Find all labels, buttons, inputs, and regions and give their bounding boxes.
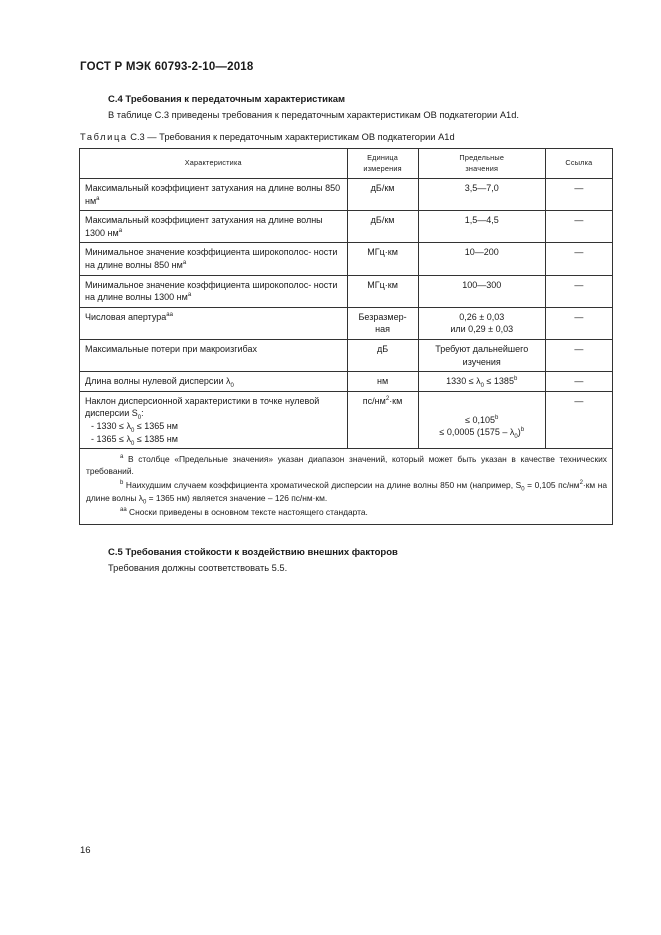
- section-c4-heading: С.4 Требования к передаточным характеристикам: [108, 94, 346, 105]
- row-characteristic: Максимальный коэффициент затухания на длине волны 850 $нм^а$: [80, 179, 348, 211]
- table-row: [80, 179, 613, 211]
- header-values: Предельные значения: [418, 149, 545, 179]
- table-row: [80, 372, 613, 392]
- table-row: [80, 211, 613, 243]
- row-unit: $пс/нм^2\cdot км$: [347, 391, 418, 448]
- row-unit: дБ/км: [347, 179, 418, 211]
- header-reference: Ссылка: [545, 149, 612, 179]
- row-reference: —: [545, 372, 612, 392]
- row-characteristic: Максимальные потери при макроизгибах: [80, 339, 348, 371]
- table-row: [80, 339, 613, 371]
- table-caption-label: Таблица: [80, 132, 128, 142]
- row-value: $1330 \le \lambda_0 \le 1385^b$: [418, 372, 545, 392]
- row-characteristic: Длина волны нулевой дисперсии $\lambda_0$: [80, 372, 348, 392]
- row-value: 100—300: [418, 275, 545, 307]
- table-row: [80, 391, 613, 448]
- row-characteristic: Максимальный коэффициент затухания на длине волны 1300 $нм^а$: [80, 211, 348, 243]
- footnote-aa: $^{аа}$ Сноски приведены в основном тексте настоящего стандарта.: [120, 506, 368, 517]
- table-header-row: [80, 149, 613, 179]
- table-row: [80, 307, 613, 339]
- row-value: 3,5—7,0: [418, 179, 545, 211]
- header-characteristic: Характеристика: [80, 149, 348, 179]
- row-unit: МГц·км: [347, 243, 418, 275]
- row-unit: нм: [347, 372, 418, 392]
- requirements-table: [79, 148, 613, 525]
- header-unit: Единица измерения: [347, 149, 418, 179]
- section-c5-heading: С.5 Требования стойкости к воздействию внешних факторов: [108, 547, 398, 558]
- slope-range-2: - $1365 \le \lambda_0 \le 1385$ нм: [91, 433, 178, 447]
- row-characteristic: Числовая апертура$^{аа}$: [80, 307, 348, 339]
- section-c4-paragraph: В таблице С.3 приведены требования к передаточным характеристикам ОВ подкатегории А1d.: [108, 110, 519, 120]
- row-reference: —: [545, 275, 612, 307]
- row-value: ≤ 0,105$^b$ ≤ 0,0005 $(1575 - \lambda_0)^b$: [418, 391, 545, 448]
- row-reference: —: [545, 339, 612, 371]
- slope-range-1: - $1330 \le \lambda_0 \le 1365$ нм: [91, 420, 178, 434]
- row-value: Требуют дальнейшего изучения: [418, 339, 545, 371]
- row-characteristic: Минимальное значение коэффициента широкополос- ности на длине волны 1300 $нм^а$: [80, 275, 348, 307]
- row-characteristic: Наклон дисперсионной характеристики в точке нулевой дисперсии $S_0$: - $1330 \le \lambda_0 \le 1365$ нм - $1365 \le \lambda_0 \le 1385$ нм: [80, 391, 348, 448]
- table-caption-text: С.3 — Требования к передаточным характеристикам ОВ подкатегории А1d: [130, 132, 455, 142]
- row-characteristic: Минимальное значение коэффициента широкополос- ности на длине волны 850 $нм^а$: [80, 243, 348, 275]
- table-notes: [80, 449, 613, 525]
- table-row: [80, 275, 613, 307]
- row-reference: —: [545, 211, 612, 243]
- row-reference: —: [545, 307, 612, 339]
- footnote-a: $^а$ В столбце «Предельные значения» указан диапазон значений, который может быть указан в качестве технических требований.: [86, 454, 607, 477]
- row-unit: МГц·км: [347, 275, 418, 307]
- row-unit: дБ: [347, 339, 418, 371]
- row-unit: Безразмер- ная: [347, 307, 418, 339]
- document-code: ГОСТ Р МЭК 60793-2-10—2018: [80, 61, 254, 73]
- page-number: 16: [80, 845, 91, 856]
- table-row: [80, 243, 613, 275]
- table-caption: [80, 132, 455, 142]
- row-value: 10—200: [418, 243, 545, 275]
- table-notes-row: [80, 449, 613, 525]
- row-reference: —: [545, 179, 612, 211]
- row-unit: дБ/км: [347, 211, 418, 243]
- row-value: 0,26 ± 0,03 или 0,29 ± 0,03: [418, 307, 545, 339]
- row-value: 1,5—4,5: [418, 211, 545, 243]
- footnote-b: $^b$ Наихудшим случаем коэффициента хроматической дисперсии на длине волны 850 нм (например, $S_0 = 0,105$ $пс/нм^2\cdot км$ на длине волны $\lambda_0 = 1365$ нм) является значение – 126 пс/нм·км.: [86, 480, 607, 506]
- row-reference: —: [545, 243, 612, 275]
- section-c5-paragraph: Требования должны соответствовать 5.5.: [108, 563, 288, 573]
- row-reference: —: [545, 391, 612, 448]
